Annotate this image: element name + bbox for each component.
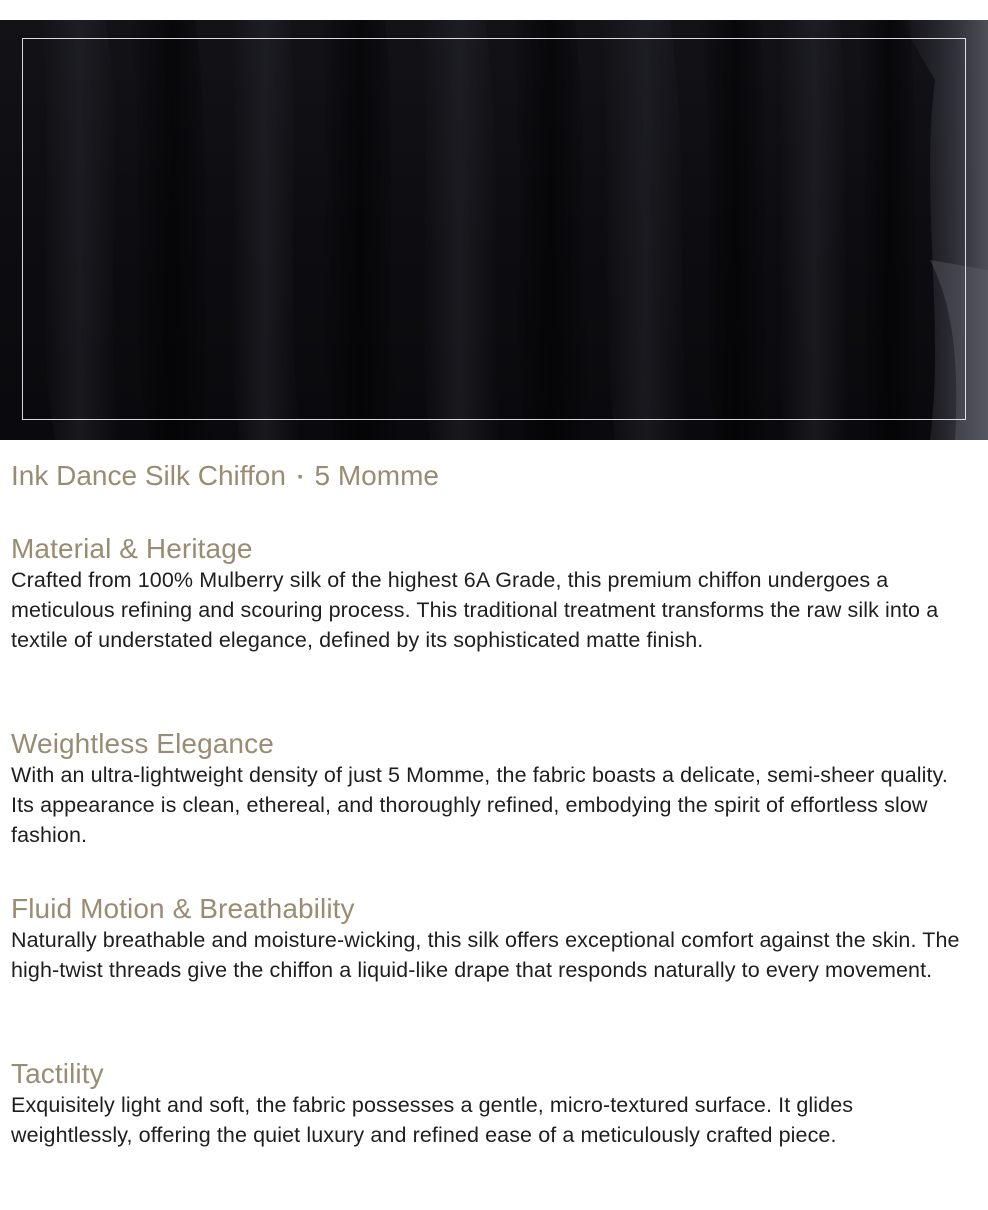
section-body: Exquisitely light and soft, the fabric possesses a gentle, micro-textured surface. It glides weightlessly, offering the quiet luxury and refined ease of a meticulously crafted piece.: [11, 1093, 854, 1147]
section-body: Crafted from 100% Mulberry silk of the highest 6A Grade, this premium chiffon undergoes a meticulous refining and scouring process. This traditional treatment transforms the raw silk into a textile of understated elegance, defined by its sophisticated matte finish.: [11, 568, 939, 652]
section-body: Naturally breathable and moisture-wicking, this silk offers exceptional comfort against the skin. The high-twist threads give the chiffon a liquid-like drape that responds naturally to every movement.: [11, 928, 960, 982]
section-material-heritage: [11, 533, 971, 655]
hero-fabric-image: [0, 20, 988, 440]
section-body: With an ultra-lightweight density of just 5 Momme, the fabric boasts a delicate, semi-sheer quality. Its appearance is clean, ethereal, and thoroughly refined, embodying the spirit of effortless slow fashion.: [11, 763, 948, 847]
section-weightless-elegance: [11, 728, 971, 850]
product-weight: 5 Momme: [314, 460, 439, 491]
section-heading: Fluid Motion & Breathability: [11, 893, 355, 924]
product-title: [11, 456, 971, 500]
product-name: Ink Dance Silk Chiffon: [11, 460, 286, 491]
section-tactility: [11, 1058, 971, 1150]
title-separator: ▪: [297, 468, 303, 484]
section-fluid-motion: [11, 893, 971, 985]
section-heading: Tactility: [11, 1058, 104, 1089]
product-description: [11, 456, 971, 1147]
section-heading: Material & Heritage: [11, 533, 253, 564]
fabric-drape-illustration: [0, 20, 988, 440]
section-heading: Weightless Elegance: [11, 728, 274, 759]
